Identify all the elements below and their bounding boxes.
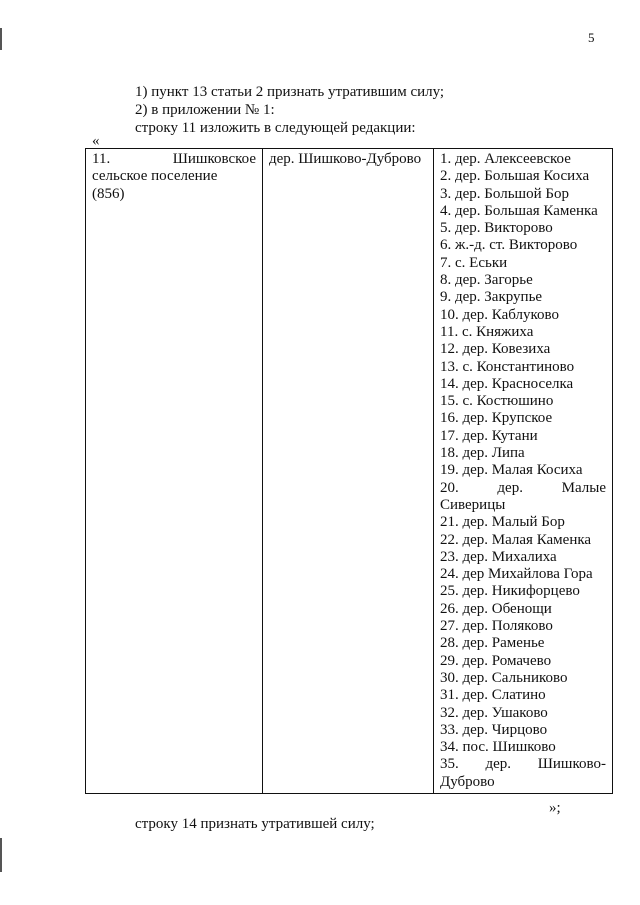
table-row — [86, 149, 613, 794]
list-item: 23. дер. Михалиха — [440, 548, 557, 565]
list-item: 11. с. Княжиха — [440, 323, 534, 340]
settlement-20-type: дер. — [497, 479, 523, 496]
list-item: 24. дер Михайлова Гора — [440, 566, 593, 583]
list-item: 3. дер. Большой Бор — [440, 185, 569, 202]
list-item: 17. дер. Кутани — [440, 427, 538, 444]
list-item: 22. дер. Малая Каменка — [440, 531, 592, 548]
list-item: 16. дер. Крупское — [440, 410, 553, 427]
paragraph-row-14: строку 14 признать утратившей силу; — [135, 816, 375, 832]
list-item: 33. дер. Чирцово — [440, 721, 548, 738]
settlement-35-name-part1: Шишково- — [537, 756, 606, 773]
list-item: 9. дер. Закрупье — [440, 289, 543, 306]
settlement-20-num: 20. — [440, 479, 459, 496]
list-item: 5. дер. Викторово — [440, 220, 553, 237]
municipality-name-part2: сельское поселение — [92, 168, 218, 185]
administrative-center: дер. Шишково-Дуброво — [269, 151, 422, 167]
settlements-list — [440, 151, 606, 480]
list-item: 10. дер. Каблуково — [440, 306, 560, 323]
municipality-code: (856) — [92, 185, 125, 202]
settlements-list-2 — [440, 514, 606, 756]
closing-quote: »; — [549, 800, 561, 816]
settlement-20-name-part2: Сиверицы — [440, 496, 506, 513]
list-item: 28. дер. Раменье — [440, 635, 545, 652]
scan-edge-mark-top — [0, 28, 2, 50]
municipality-cell — [86, 149, 263, 794]
opening-quote: « — [92, 133, 100, 149]
settlement-table — [85, 148, 613, 794]
list-item: 1. дер. Алексеевское — [440, 151, 571, 167]
settlement-35-name-part2: Дуброво — [440, 773, 495, 790]
list-item: 8. дер. Загорье — [440, 272, 533, 289]
list-item: 12. дер. Ковезиха — [440, 341, 551, 358]
list-item: 19. дер. Малая Косиха — [440, 462, 583, 479]
list-item: 27. дер. Поляково — [440, 618, 553, 635]
list-item: 30. дер. Сальниково — [440, 669, 568, 686]
list-item: 31. дер. Слатино — [440, 687, 546, 704]
page-number: 5 — [588, 30, 595, 45]
list-item: 15. с. Костюшино — [440, 393, 554, 410]
settlement-20-name-part1: Малые — [561, 479, 606, 496]
list-item: 34. пос. Шишково — [440, 739, 556, 756]
administrative-center-cell — [263, 149, 434, 794]
row-number: 11. — [92, 151, 111, 167]
municipality-name-part1: Шишковское — [172, 151, 256, 167]
settlement-35-num: 35. — [440, 756, 459, 773]
list-item: 21. дер. Малый Бор — [440, 514, 565, 531]
scan-edge-mark-bottom — [0, 838, 2, 872]
list-item: 29. дер. Ромачево — [440, 652, 552, 669]
settlements-cell — [434, 149, 613, 794]
settlement-35-type: дер. — [485, 756, 512, 773]
settlement-35-line — [440, 756, 606, 773]
list-item: 13. с. Константиново — [440, 358, 575, 375]
paragraph-item-1: 1) пункт 13 статьи 2 признать утратившим силу; — [135, 84, 445, 100]
settlement-20-line — [440, 480, 606, 497]
paragraph-item-2: 2) в приложении № 1: — [135, 102, 275, 118]
municipality-name-line — [92, 151, 256, 168]
paragraph-row-11-intro: строку 11 изложить в следующей редакции: — [135, 120, 416, 136]
list-item: 25. дер. Никифорцево — [440, 583, 580, 600]
list-item: 18. дер. Липа — [440, 445, 525, 462]
list-item: 2. дер. Большая Косиха — [440, 168, 590, 185]
list-item: 6. ж.-д. ст. Викторово — [440, 237, 578, 254]
list-item: 7. с. Еськи — [440, 254, 508, 271]
list-item: 4. дер. Большая Каменка — [440, 202, 598, 219]
list-item: 32. дер. Ушаково — [440, 704, 548, 721]
list-item: 26. дер. Обенощи — [440, 600, 552, 617]
list-item: 14. дер. Красноселка — [440, 375, 574, 392]
